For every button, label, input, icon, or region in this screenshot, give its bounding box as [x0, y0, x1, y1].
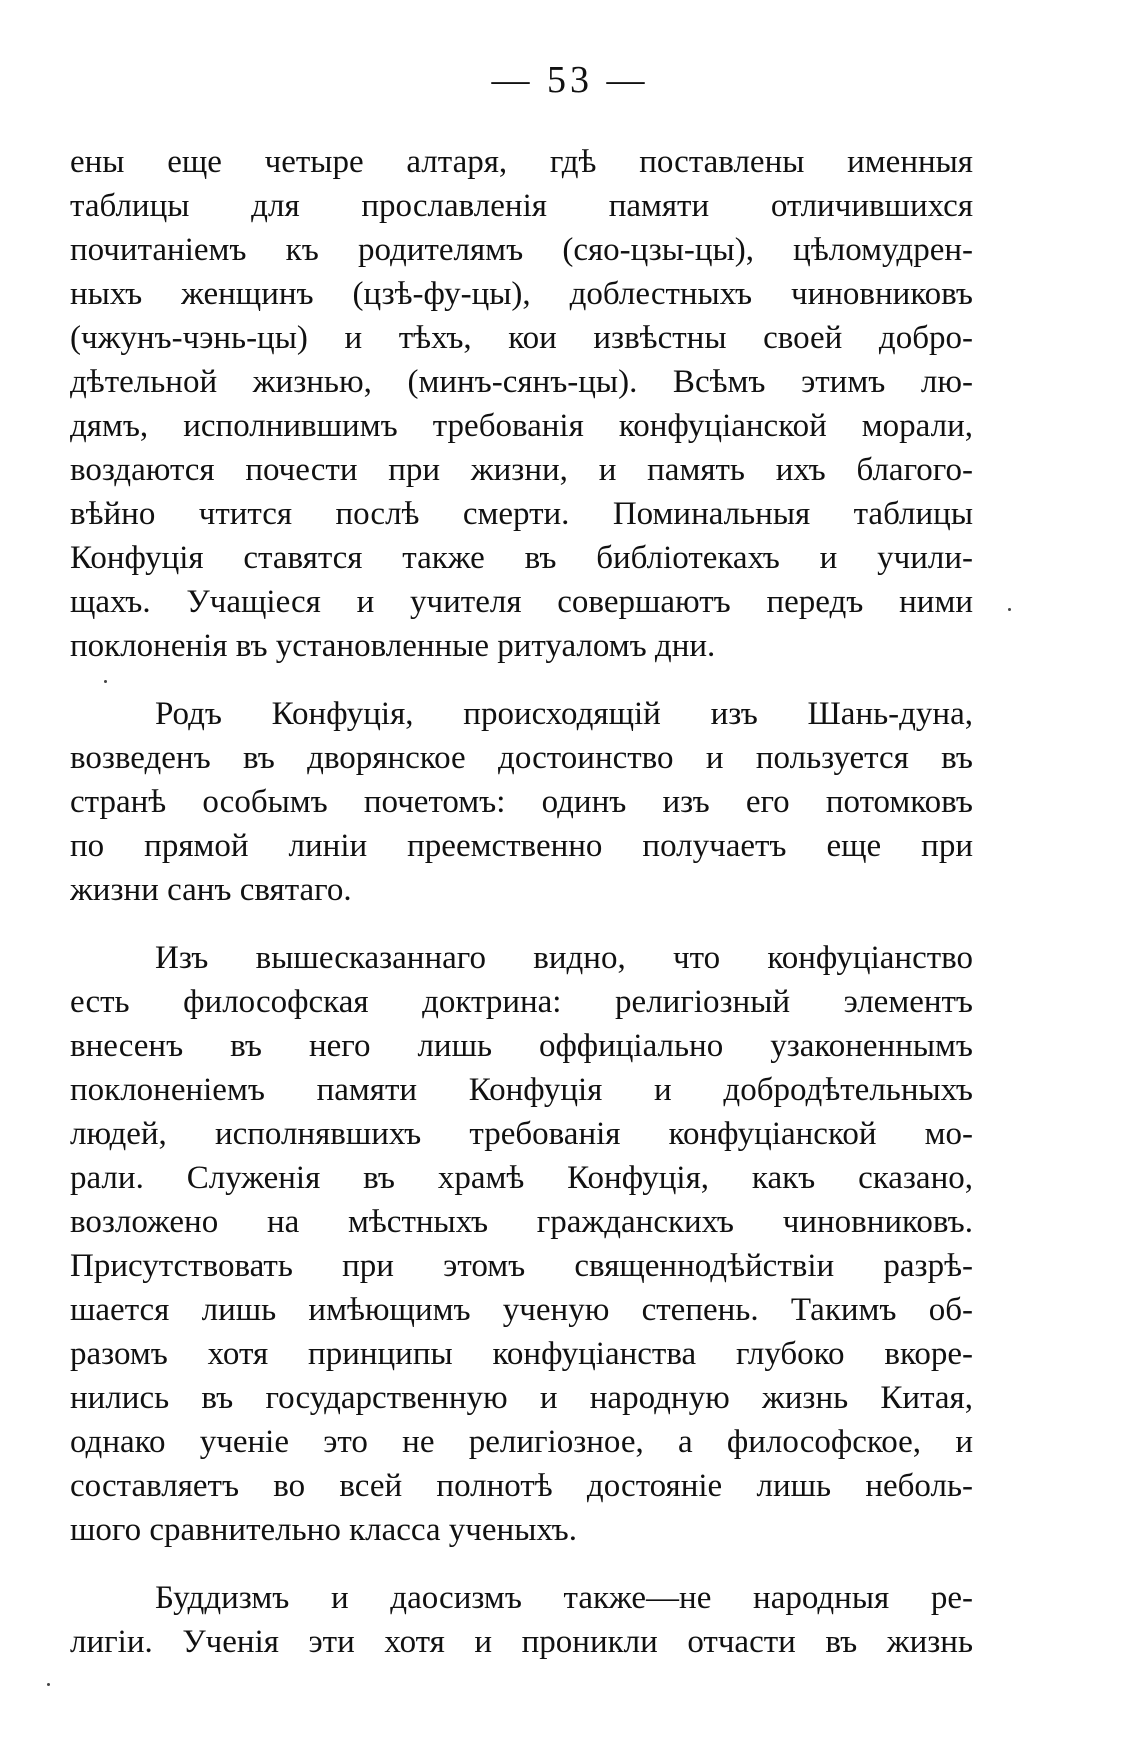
paragraph-2 — [70, 692, 973, 912]
text-line: жизни санъ святаго. — [70, 872, 352, 908]
text-line: по прямой линіи преемственно получаетъ еще при — [70, 828, 973, 864]
page-number: — 53 — — [491, 59, 649, 101]
text-line: Родъ Конфуція, происходящій изъ Шань-дуна, — [155, 696, 973, 732]
paragraph-3 — [70, 936, 973, 1552]
paragraph-1 — [70, 140, 973, 668]
text-line: ены еще четыре алтаря, гдѣ поставлены именныя — [70, 144, 973, 180]
text-line: почитаніемъ къ родителямъ (сяо-цзы-цы), цѣломудрен- — [70, 232, 973, 268]
text-line: однако ученіе это не религіозное, а философское, и — [70, 1424, 973, 1460]
text-line: поклоненія въ установленные ритуаломъ дни. — [70, 628, 716, 664]
text-line: вѣйно чтится послѣ смерти. Поминальныя таблицы — [70, 496, 973, 532]
text-line: Конфуція ставятся также въ библіотекахъ и учили- — [70, 540, 973, 576]
text-line: лигіи. Ученія эти хотя и проникли отчасти въ жизнь — [70, 1624, 973, 1660]
text-line: внесенъ въ него лишь оффиціально узаконеннымъ — [70, 1028, 973, 1064]
text-line: щахъ. Учащіеся и учителя совершаютъ передъ ними — [70, 584, 973, 620]
text-line: Изъ вышесказаннаго видно, что конфуціанство — [155, 940, 973, 976]
text-line: возложено на мѣстныхъ гражданскихъ чиновниковъ. — [70, 1204, 973, 1240]
text-line: рали. Служенія въ храмѣ Конфуція, какъ сказано, — [70, 1160, 973, 1196]
text-line: воздаются почести при жизни, и память ихъ благого- — [70, 452, 973, 488]
text-line: поклоненіемъ памяти Конфуція и добродѣтельныхъ — [70, 1072, 973, 1108]
text-line: ныхъ женщинъ (цзѣ-фу-цы), доблестныхъ чиновниковъ — [70, 276, 973, 312]
body-text — [70, 140, 973, 1688]
text-line: шается лишь имѣющимъ ученую степень. Такимъ об- — [70, 1292, 973, 1328]
scan-speck — [104, 680, 107, 683]
paragraph-4 — [70, 1576, 973, 1664]
text-line: дямъ, исполнившимъ требованія конфуціанской морали, — [70, 408, 973, 444]
text-line: возведенъ въ дворянское достоинство и пользуется въ — [70, 740, 973, 776]
text-line: нились въ государственную и народную жизнь Китая, — [70, 1380, 973, 1416]
text-line: людей, исполнявшихъ требованія конфуціанской мо- — [70, 1116, 973, 1152]
text-line: странѣ особымъ почетомъ: одинъ изъ его потомковъ — [70, 784, 973, 820]
scan-speck — [47, 1683, 50, 1686]
text-line: (чжунъ-чэнь-цы) и тѣхъ, кои извѣстны своей добро- — [70, 320, 973, 356]
text-line: дѣтельной жизнью, (минъ-сянъ-цы). Всѣмъ этимъ лю- — [70, 364, 973, 400]
text-line: Присутствовать при этомъ священнодѣйствіи разрѣ- — [70, 1248, 973, 1284]
text-line: таблицы для прославленія памяти отличившихся — [70, 188, 973, 224]
text-line: есть философская доктрина: религіозный элементъ — [70, 984, 973, 1020]
text-line: Буддизмъ и даосизмъ также—не народныя ре- — [155, 1580, 973, 1616]
scan-speck — [1008, 608, 1011, 611]
text-line: шого сравнительно класса ученыхъ. — [70, 1512, 577, 1548]
text-line: разомъ хотя принципы конфуціанства глубоко вкоре- — [70, 1336, 973, 1372]
text-line: составляетъ во всей полнотѣ достояніе лишь неболь- — [70, 1468, 973, 1504]
